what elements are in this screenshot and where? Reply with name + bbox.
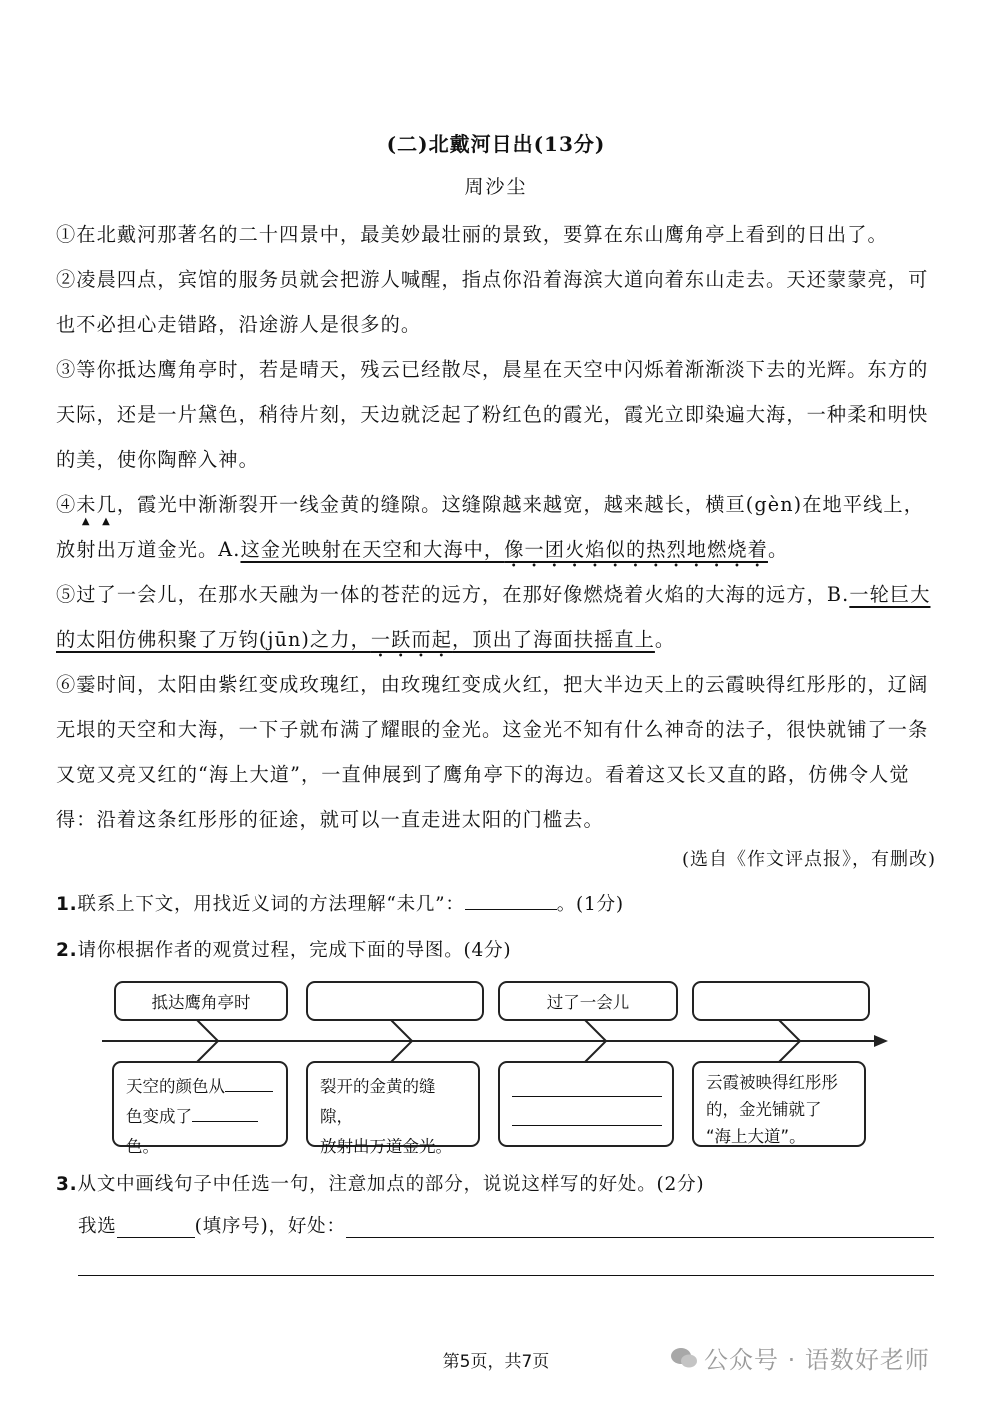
answer-blank-q1[interactable]: [465, 909, 557, 910]
benefit-label: (填序号)，好处：: [194, 1216, 346, 1237]
stage-box-3: 过了一会儿: [498, 981, 678, 1021]
question-3-text: 从文中画线句子中任选一句，注意加点的部分，说说这样写的好处。(2分): [77, 1174, 705, 1195]
sentence-b-part1: 一轮巨大的太阳仿佛积聚了万钧(jūn)之力，: [56, 583, 931, 651]
sentence-a-dotted: 像一团火焰似的热烈地燃烧着: [504, 538, 768, 561]
stage-box-1: 抵达鹰角亭时: [114, 981, 288, 1021]
paragraph-2: ②凌晨四点，宾馆的服务员就会把游人喊醒，指点你沿着海滨大道向着东山走去。天还蒙蒙亮，可也不必担心走错路，沿途游人是很多的。: [56, 268, 929, 336]
wechat-icon: [670, 1346, 698, 1370]
keyword-weiji: 未几: [76, 493, 117, 516]
scene-2-line1: 裂开的金黄的缝隙，: [320, 1077, 436, 1126]
underlined-sentence-a: [240, 538, 768, 561]
mind-map-diagram: [96, 975, 896, 1155]
question-2-number: 2.: [56, 940, 78, 961]
answer-line-scene-3b[interactable]: [512, 1097, 662, 1126]
answer-blank-color-from[interactable]: [225, 1091, 273, 1092]
sentence-a-part1: 这金光映射在天空和大海中，: [240, 538, 505, 561]
scene-1-line2-end: 色。: [126, 1137, 159, 1156]
paragraph-4: [56, 482, 938, 572]
question-3-number: 3.: [56, 1174, 78, 1195]
reading-passage: [56, 212, 938, 842]
paragraph-5-text: ⑤过了一会儿，在那水天融为一体的苍茫的远方，在那好像燃烧着火焰的大海的远方，B.: [56, 583, 850, 606]
arrow-head-icon: [874, 1035, 888, 1047]
source-citation: (选自《作文评点报》，有删改): [681, 849, 936, 870]
answer-blank-color-to[interactable]: [192, 1121, 258, 1122]
watermark-text: 公众号 · 语数好老师: [704, 1346, 930, 1374]
scene-box-2: [306, 1061, 480, 1156]
paragraph-3: ③等你抵达鹰角亭时，若是晴天，残云已经散尽，晨星在天空中闪烁着渐渐淡下去的光辉。东方的天际，还是一片黛色，稍待片刻，天边就泛起了粉红色的霞光，霞光立即染遍大海，一种柔和明快的美，使你陶醉入神。: [56, 358, 929, 471]
watermark: [670, 1340, 930, 1375]
paragraph-4-number: ④: [56, 493, 77, 516]
scene-1-line2: 色变成了: [126, 1107, 192, 1126]
question-3: [56, 1170, 704, 1196]
question-2: [56, 936, 511, 962]
choose-label: 我选: [78, 1216, 117, 1237]
scene-box-4: [692, 1061, 866, 1147]
scene-4-line2: 的，金光铺就了: [706, 1100, 822, 1119]
answer-line-benefit-1[interactable]: [346, 1217, 934, 1238]
section-title: (二)北戴河日出(13分): [386, 132, 606, 156]
scene-2-line2: 放射出万道金光。: [320, 1137, 452, 1156]
scene-box-1: [112, 1061, 288, 1156]
paragraph-4-text: ，霞光中渐渐裂开一线金黄的缝隙。这缝隙越来越宽，越来越长，横亘(gèn)在地平线上，放射出万道金光。A.: [56, 493, 924, 561]
paragraph-1: ①在北戴河那著名的二十四景中，最美妙最壮丽的景致，要算在东山鹰角亭上看到的日出了。: [56, 223, 888, 246]
question-1-number: 1.: [56, 894, 78, 915]
question-2-text: 请你根据作者的观赏过程，完成下面的导图。(4分): [77, 940, 512, 961]
question-1-score: 。(1分): [556, 894, 624, 915]
sentence-b-end: 。: [654, 628, 676, 651]
answer-line-benefit-2[interactable]: [78, 1275, 934, 1276]
paragraph-6: ⑥霎时间，太阳由紫红变成玫瑰红，由玫瑰红变成火红，把大半边天上的云霞映得红彤彤的，辽阔无垠的天空和大海，一下子就布满了耀眼的金光。这金光不知有什么神奇的法子，很快就铺了一条又宽又亮又红的“海上大道”，一直伸展到了鹰角亭下的海边。看着这又长又直的路，仿佛令人觉得：沿着这条红彤彤的征途，就可以一直走进太阳的门槛去。: [56, 673, 929, 831]
scene-4-line1: 云霞被映得红彤彤: [706, 1073, 838, 1092]
answer-line-scene-3a[interactable]: [512, 1072, 662, 1097]
question-1: [56, 890, 624, 916]
paragraph-5: [56, 572, 938, 662]
question-1-text: 联系上下文，用找近义词的方法理解“未几”：: [77, 894, 465, 915]
page-number: 第5页，共7页: [442, 1352, 550, 1372]
sentence-b-dotted: 一跃而起: [370, 628, 453, 651]
scene-1-line1: 天空的颜色从: [126, 1077, 225, 1096]
question-3-answer-row: [78, 1212, 934, 1238]
sentence-b-part3: ，顶出了海面扶摇直上: [452, 628, 655, 651]
stage-box-2-blank[interactable]: [306, 981, 484, 1021]
answer-blank-sentence-choice[interactable]: [117, 1237, 195, 1238]
sentence-a-end: 。: [767, 538, 789, 561]
author-name: 周沙尘: [464, 176, 528, 198]
scene-box-3-blank: [498, 1061, 674, 1147]
stage-box-4-blank[interactable]: [692, 981, 870, 1021]
scene-4-line3: “海上大道”。: [706, 1127, 806, 1146]
